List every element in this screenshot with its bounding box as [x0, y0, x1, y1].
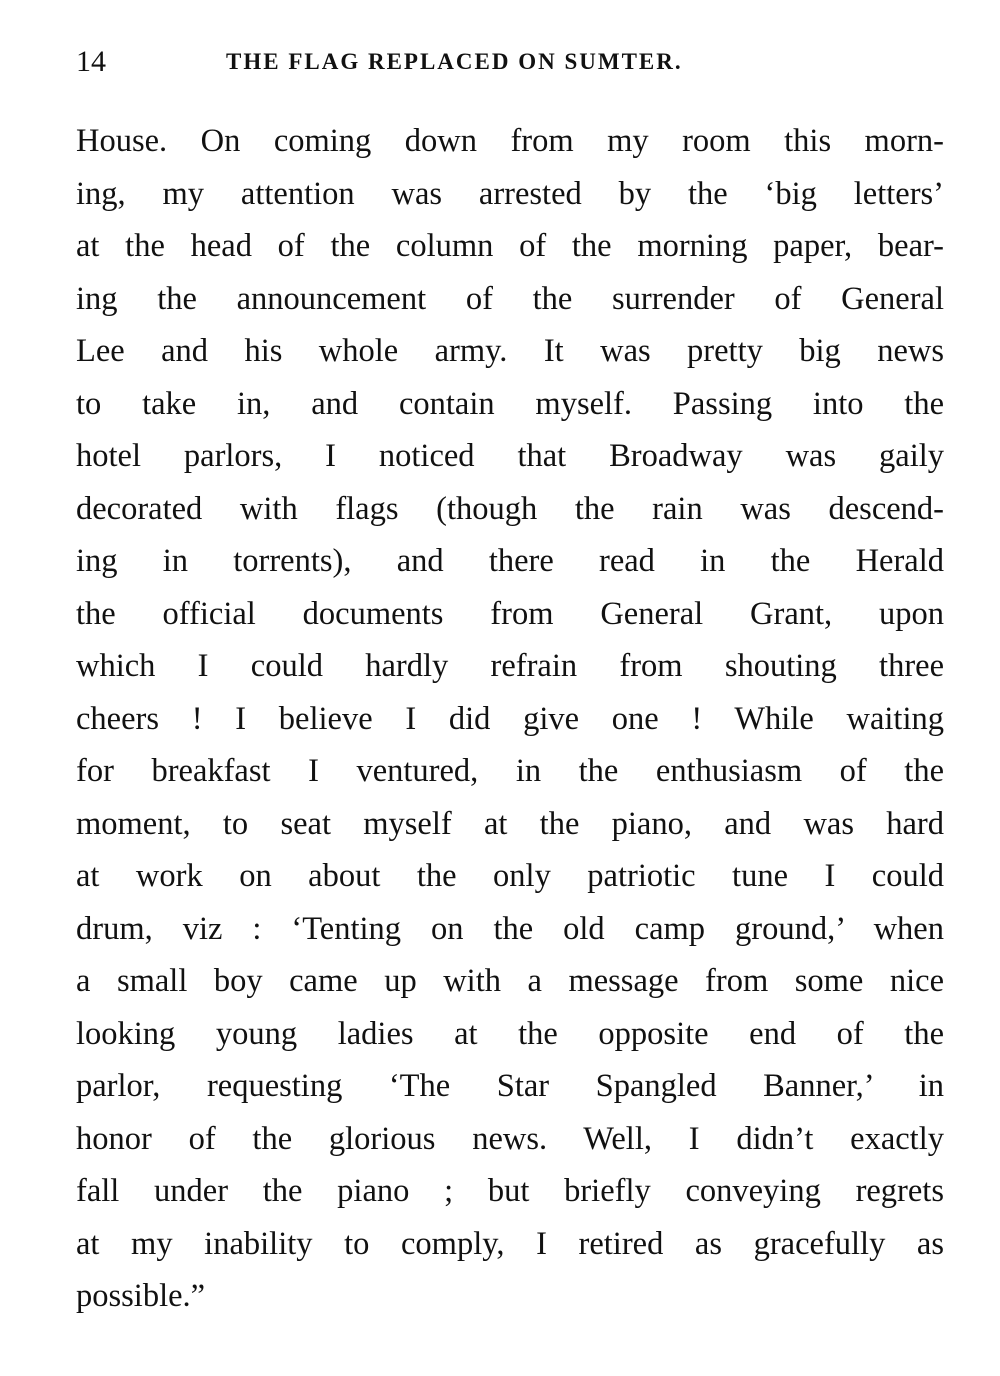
text-line: cheers ! I believe I did give one ! While waiting	[76, 700, 944, 737]
page-number: 14	[76, 45, 106, 78]
text-line: honor of the glorious news. Well, I didn’t exactly	[76, 1120, 944, 1157]
text-line: the official documents from General Grant, upon	[76, 595, 944, 632]
running-title: THE FLAG REPLACED ON SUMTER.	[226, 49, 683, 74]
running-head	[76, 40, 944, 84]
text-line: parlor, requesting ‘The Star Spangled Banner,’ in	[76, 1068, 944, 1104]
text-line: to take in, and contain myself. Passing into the	[76, 385, 944, 422]
text-line: decorated with flags (though the rain was descend-	[76, 490, 944, 527]
text-line: possible.”	[76, 1278, 206, 1314]
text-line: ing, my attention was arrested by the ‘big letters’	[76, 175, 944, 212]
text-line: a small boy came up with a message from some nice	[76, 963, 944, 999]
text-line: for breakfast I ventured, in the enthusiasm of the	[76, 753, 944, 789]
text-line: at my inability to comply, I retired as gracefully as	[76, 1225, 944, 1262]
text-line: drum, viz : ‘Tenting on the old camp ground,’ when	[76, 910, 944, 947]
text-line: moment, to seat myself at the piano, and was hard	[76, 805, 944, 842]
text-line: hotel parlors, I noticed that Broadway was gaily	[76, 438, 944, 474]
text-line: ing in torrents), and there read in the Herald	[76, 543, 944, 579]
text-line: at the head of the column of the morning paper, bear-	[76, 228, 944, 264]
text-line: which I could hardly refrain from shouting three	[76, 648, 944, 684]
text-line: looking young ladies at the opposite end of the	[76, 1015, 944, 1052]
text-line: House. On coming down from my room this morn-	[76, 123, 944, 159]
text-line: fall under the piano ; but briefly conveying regrets	[76, 1173, 944, 1209]
text-line: Lee and his whole army. It was pretty big news	[76, 333, 944, 369]
text-line: ing the announcement of the surrender of General	[76, 280, 944, 317]
text-line: at work on about the only patriotic tune I could	[76, 858, 944, 894]
body-text	[76, 115, 944, 1323]
